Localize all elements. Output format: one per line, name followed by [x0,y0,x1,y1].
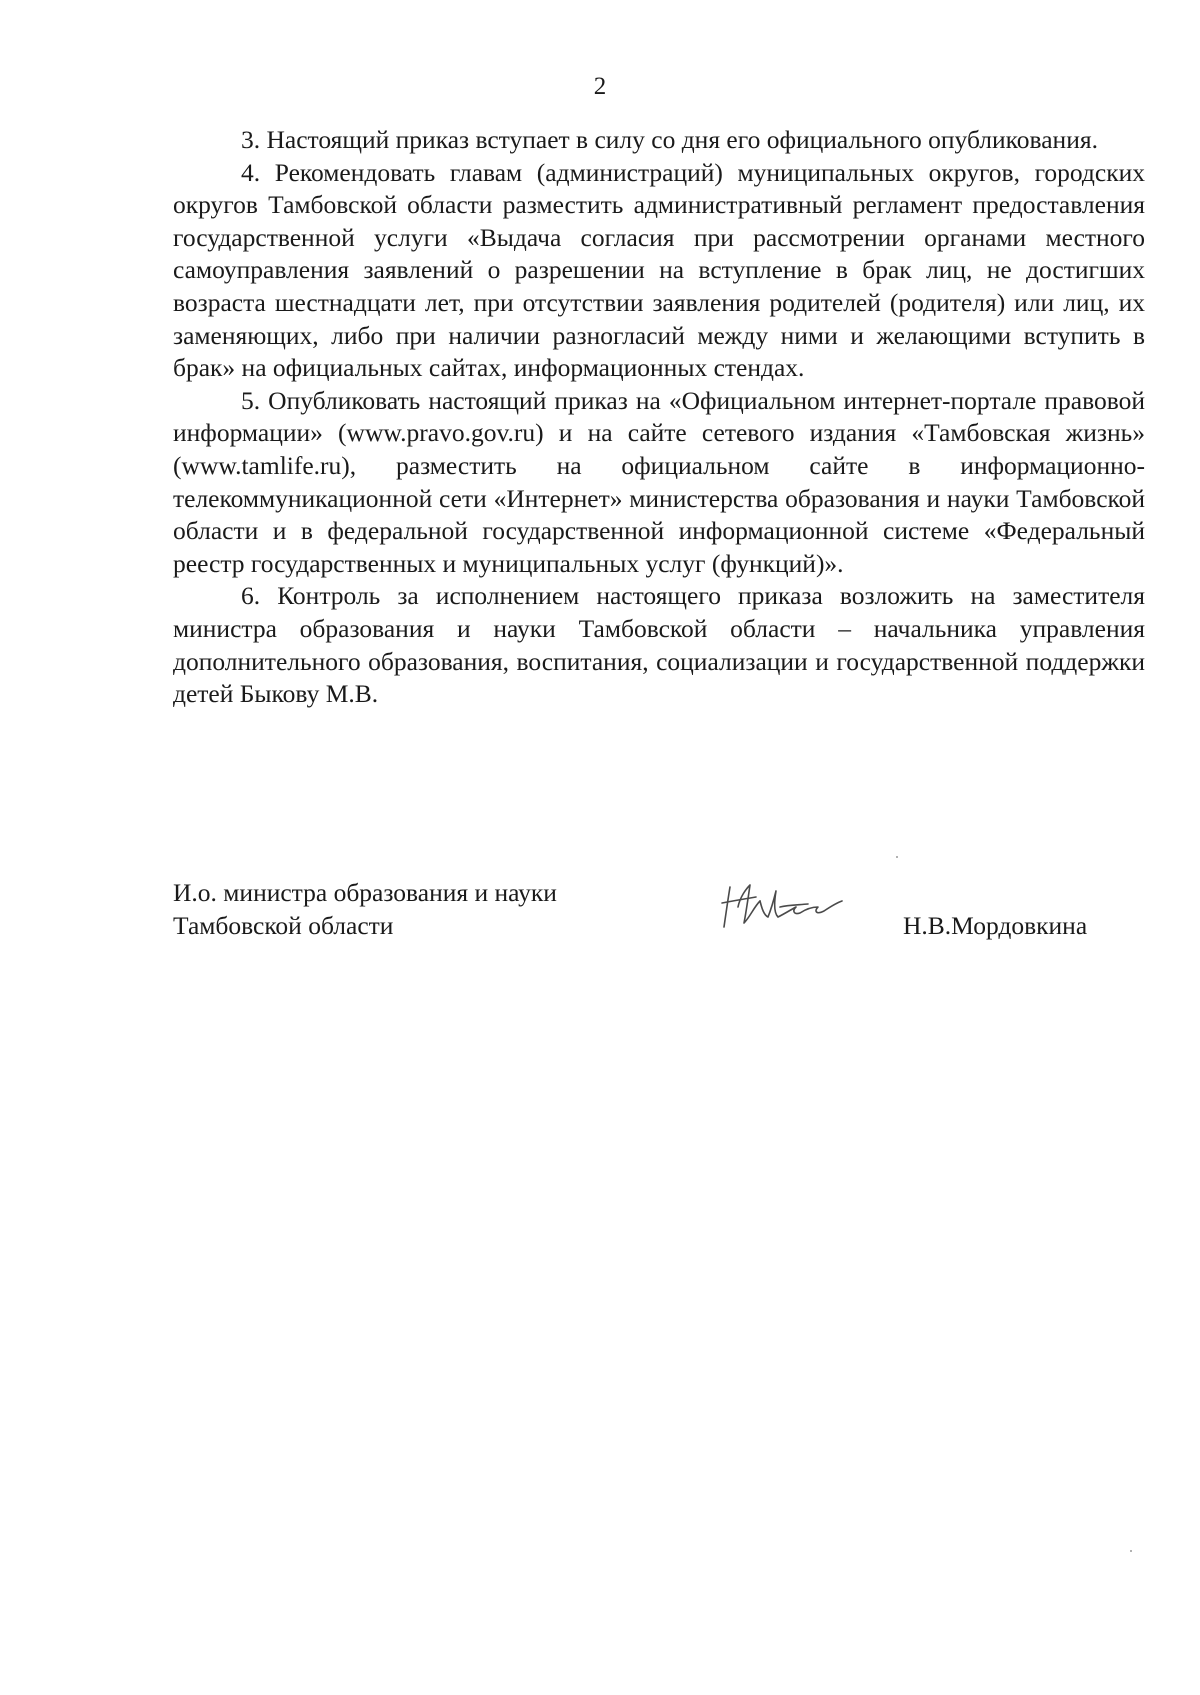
paragraph-5-publication: 5. Опубликовать настоящий приказ на «Официальном интернет-портале правовой информации» (www.pravo.gov.ru) и на сайте сетевого издания «Тамбовская жизнь» (www.tamlife.ru), разместить на официальном сайте в информационно-телекоммуникационной сети «Интернет» министерства образования и науки Тамбовской области и в федеральной государственной информационной системе «Федеральный реестр государственных и муниципальных услуг (функций)». [173,385,1145,578]
signer-name: Н.В.Мордовкина [903,911,1088,940]
scan-speck [1130,1550,1132,1552]
paragraph-4-recommendation: 4. Рекомендовать главам (администраций) муниципальных округов, городских округов Тамбовской области разместить административный регламент предоставления государственной услуги «Выдача согласия при рассмотрении органами местного самоуправления заявлений о разрешении на вступление в брак лиц, не достигших возраста шестнадцати лет, при отсутствии заявления родителей (родителя) или лиц, их заменяющих, либо при наличии разногласий между ними и желающими вступить в брак» на официальных сайтах, информационных стендах. [173,157,1145,383]
handwritten-signature-icon [716,877,846,937]
signer-position-line-1: И.о. министра образования и науки [173,878,557,907]
paragraph-3-effective-date: 3. Настоящий приказ вступает в силу со дня его официального опубликования. [241,125,1098,154]
paragraph-6-control: 6. Контроль за исполнением настоящего приказа возложить на заместителя министра образования и науки Тамбовской области – начальника управления дополнительного образования, воспитания, социализации и государственной поддержки детей Быкову М.В. [173,581,1145,709]
page-number: 2 [593,73,607,100]
scan-speck [896,856,898,858]
order-body [173,124,1145,711]
signer-position [173,876,557,942]
signer-position-line-2: Тамбовской области [173,911,394,940]
